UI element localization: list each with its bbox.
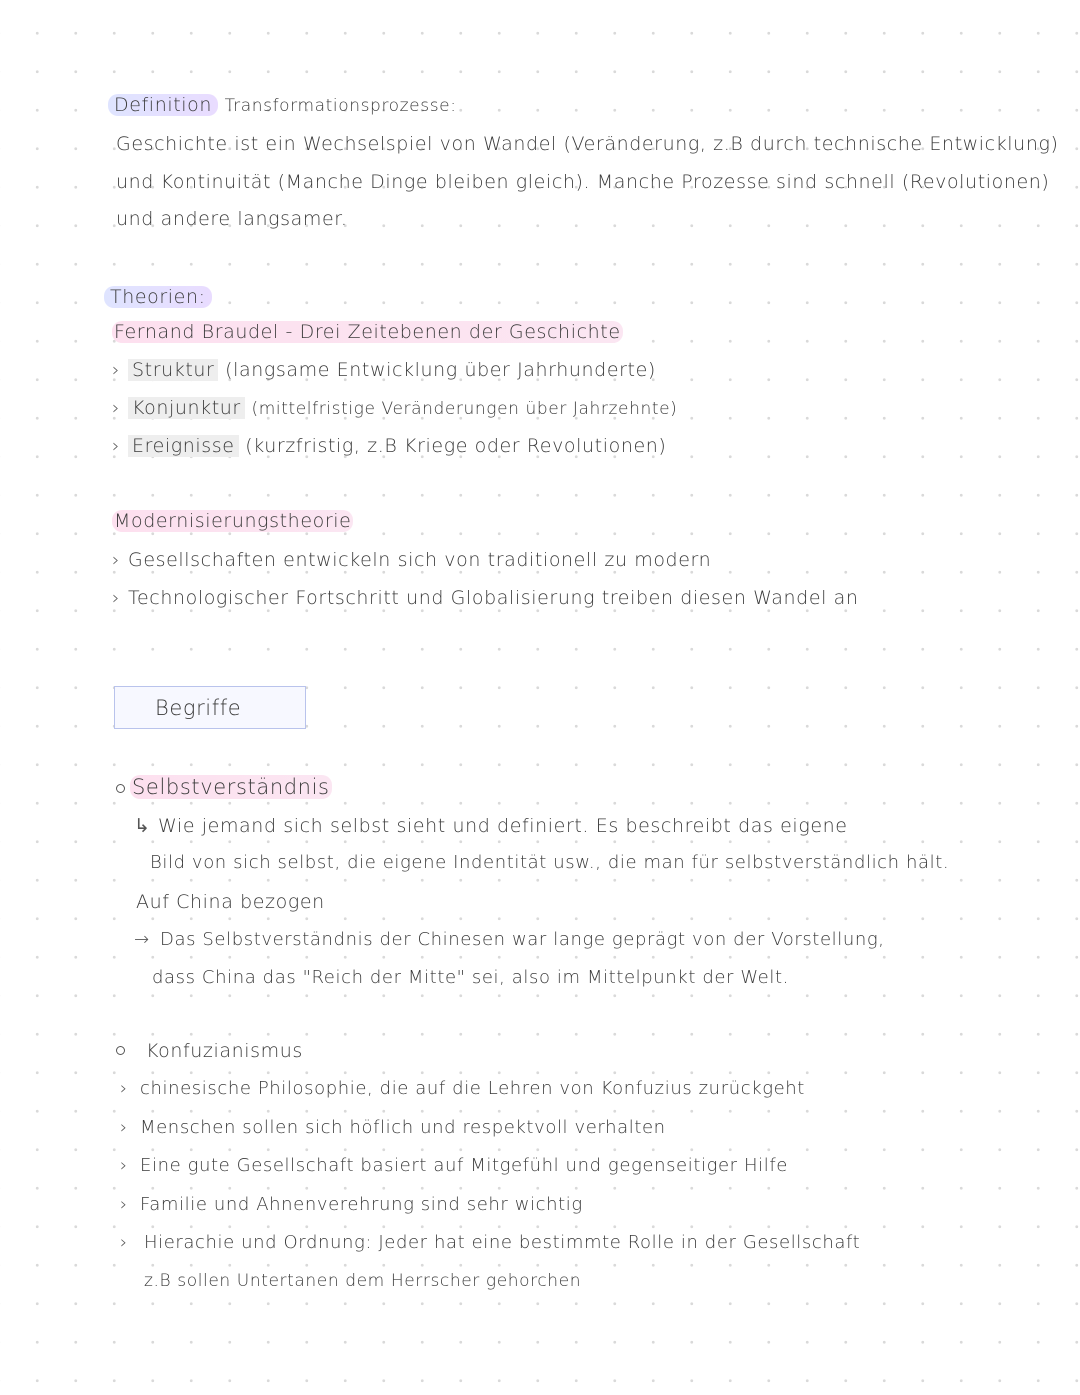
chevron-right-icon: › bbox=[112, 587, 121, 609]
selbstverstaendnis-line-1 bbox=[134, 815, 848, 837]
modernisierung-title-line bbox=[112, 510, 353, 532]
circle-bullet-icon bbox=[116, 784, 125, 793]
chevron-right-icon: › bbox=[112, 435, 121, 457]
selbstverstaendnis-term: Selbstverständnis bbox=[132, 775, 330, 799]
konfuzianismus-item-text: Familie und Ahnenverehrung sind sehr wichtig bbox=[140, 1194, 583, 1215]
braudel-item-term: Konjunktur bbox=[128, 397, 245, 419]
braudel-item-3 bbox=[112, 435, 666, 457]
modernisierung-title: Modernisierungstheorie bbox=[114, 510, 352, 532]
definition-line-1: Geschichte ist ein Wechselspiel von Wandel (Veränderung, z.B durch technische Entwicklung) bbox=[116, 133, 1059, 155]
konfuzianismus-item-text: Hierachie und Ordnung: Jeder hat eine bestimmte Rolle in der Gesellschaft bbox=[144, 1232, 861, 1253]
modernisierung-item-text: Gesellschaften entwickeln sich von traditionell zu modern bbox=[128, 549, 712, 571]
chevron-right-icon: › bbox=[112, 359, 121, 381]
chevron-right-icon: › bbox=[112, 549, 121, 571]
braudel-item-term: Struktur bbox=[128, 359, 218, 381]
china-label: Auf China bezogen bbox=[136, 891, 325, 913]
konfuzianismus-item-2 bbox=[120, 1117, 666, 1138]
konfuzianismus-item-4 bbox=[120, 1194, 583, 1215]
chevron-right-icon: › bbox=[120, 1194, 128, 1215]
selbstverstaendnis-term-line bbox=[130, 775, 332, 799]
definition-heading-line bbox=[108, 94, 457, 116]
konfuzianismus-item-text: Eine gute Gesellschaft basiert auf Mitgefühl und gegenseitiger Hilfe bbox=[140, 1155, 788, 1176]
definition-heading: Definition bbox=[108, 94, 218, 116]
begriffe-label: Begriffe bbox=[155, 695, 242, 720]
chevron-right-icon: › bbox=[120, 1155, 128, 1176]
chevron-right-icon: › bbox=[120, 1232, 128, 1253]
theorien-heading-line bbox=[104, 286, 212, 308]
braudel-item-text: (kurzfristig, z.B Kriege oder Revolutionen) bbox=[245, 435, 667, 457]
begriffe-box bbox=[114, 686, 306, 729]
definition-line-2: und Kontinuität (Manche Dinge bleiben gleich). Manche Prozesse sind schnell (Revolutionen) bbox=[116, 171, 1050, 193]
konfuzianismus-item-3 bbox=[120, 1155, 788, 1176]
braudel-item-2 bbox=[112, 397, 677, 419]
braudel-item-term: Ereignisse bbox=[128, 435, 239, 457]
return-arrow-icon: ↳ bbox=[134, 815, 151, 837]
konfuzianismus-example: z.B sollen Untertanen dem Herrscher gehorchen bbox=[144, 1271, 582, 1291]
braudel-title-line bbox=[112, 321, 623, 343]
chevron-right-icon: › bbox=[120, 1078, 128, 1099]
definition-heading-rest: Transformationsprozesse: bbox=[224, 96, 457, 116]
selbstverstaendnis-line-2: Bild von sich selbst, die eigene Indentität usw., die man für selbstverständlich hält. bbox=[150, 852, 950, 873]
definition-line-3: und andere langsamer. bbox=[116, 208, 348, 230]
chevron-right-icon: › bbox=[112, 397, 121, 419]
arrow-right-icon: → bbox=[134, 929, 150, 950]
circle-bullet-icon bbox=[116, 1046, 125, 1055]
chevron-right-icon: › bbox=[120, 1117, 128, 1138]
braudel-item-text: (mittelfristige Veränderungen über Jahrzehnte) bbox=[251, 399, 678, 419]
braudel-title: Fernand Braudel - Drei Zeitebenen der Geschichte bbox=[114, 321, 621, 343]
modernisierung-item-1 bbox=[112, 549, 711, 571]
braudel-item-1 bbox=[112, 359, 656, 381]
china-line-1 bbox=[134, 929, 885, 950]
modernisierung-item-text: Technologischer Fortschritt und Globalisierung treiben diesen Wandel an bbox=[128, 587, 859, 609]
konfuzianismus-item-text: Menschen sollen sich höflich und respektvoll verhalten bbox=[140, 1117, 666, 1138]
konfuzianismus-item-5 bbox=[120, 1232, 860, 1253]
konfuzianismus-term: Konfuzianismus bbox=[146, 1040, 303, 1062]
china-text: Das Selbstverständnis der Chinesen war lange geprägt von der Vorstellung, bbox=[160, 929, 885, 950]
konfuzianismus-item-1 bbox=[120, 1078, 805, 1099]
theorien-heading: Theorien: bbox=[104, 286, 212, 308]
konfuzianismus-item-text: chinesische Philosophie, die auf die Lehren von Konfuzius zurückgeht bbox=[140, 1078, 805, 1099]
china-line-2: dass China das "Reich der Mitte" sei, also im Mittelpunkt der Welt. bbox=[152, 967, 789, 988]
braudel-item-text: (langsame Entwicklung über Jahrhunderte) bbox=[225, 359, 656, 381]
modernisierung-item-2 bbox=[112, 587, 859, 609]
selbstverstaendnis-text: Wie jemand sich selbst sieht und definiert. Es beschreibt das eigene bbox=[158, 815, 848, 837]
